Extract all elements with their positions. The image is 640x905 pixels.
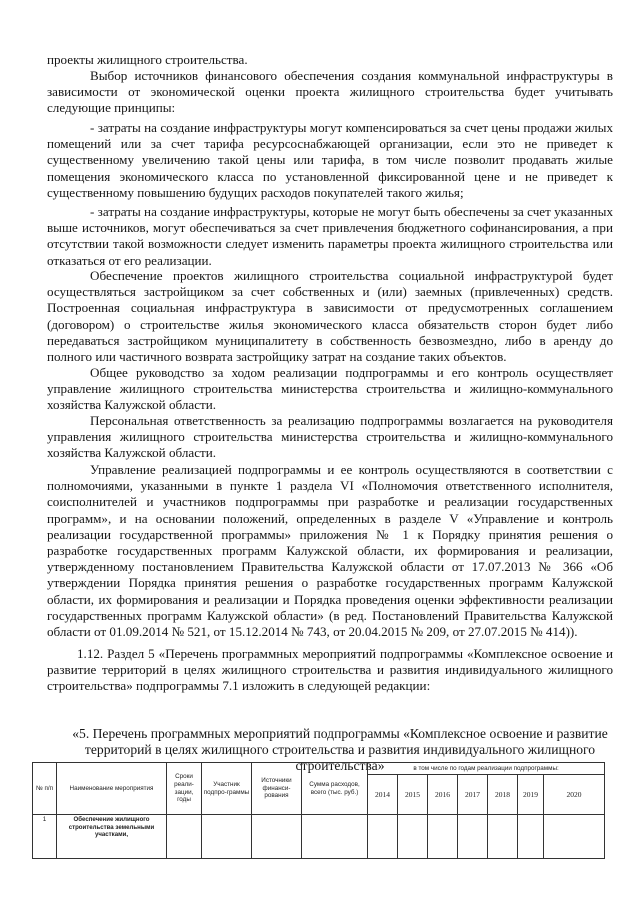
paragraph-funding-sources: Выбор источников финансового обеспечения создания коммунальной инфраструктуры в зависимости от экономической оценки проекта жилищного строительства будет учитывать следующие принципы: <box>47 68 613 116</box>
cell-empty <box>368 815 398 859</box>
header-year: 2020 <box>544 775 605 815</box>
section-heading: «5. Перечень программных мероприятий подпрограммы «Комплексное освоение и развитие территорий в целях жилищного строительства и развития индивидуального жилищного строительства» <box>72 725 608 773</box>
header-year: 2017 <box>458 775 488 815</box>
cell-empty <box>167 815 202 859</box>
cell-empty <box>302 815 368 859</box>
paragraph-principle-2: - затраты на создание инфраструктуры, которые не могут быть обеспечены за счет указанных выше источников, могут обеспечиваться за счет привлечения бюджетного софинансирования, а при отсутствии такой возможности следует изменить параметры проекта жилищного строительства или отказаться от его реализации. <box>47 204 613 268</box>
header-year: 2019 <box>518 775 544 815</box>
header-name: Наименование мероприятия <box>57 763 167 815</box>
header-year: 2016 <box>428 775 458 815</box>
paragraph-general-management: Общее руководство за ходом реализации подпрограммы и его контроль осуществляет управление жилищного строительства министерства строительства и жилищно-коммунального хозяйства Калужской области. <box>47 365 613 413</box>
header-sources: Источники финанси-рования <box>252 763 302 815</box>
cell-empty <box>544 815 605 859</box>
header-participant: Участник подпро-граммы <box>202 763 252 815</box>
row-name: Обеспечение жилищного строительства земельными участками, <box>57 815 167 859</box>
cell-empty <box>428 815 458 859</box>
paragraph-continuation: проекты жилищного строительства. <box>47 52 248 67</box>
cell-empty <box>252 815 302 859</box>
paragraph-management-control: Управление реализацией подпрограммы и ее контроль осуществляются в соответствии с полномочиями, указанными в пункте 1 раздела VI «Полномочия ответственного исполнителя, соисполнителей и участников подпрограммы при разработке и реализации государственных программ», и на основании положений, определенных в разделе V «Управление и контроль реализации государственной программы» приложения № 1 к Порядку принятия решения о разработке государственных программ Калужской области, их формирования и реализации, утвержденному постановлением Правительства Калужской области от 17.07.2013 № 366 «Об утверждении Порядка принятия решения о разработке государственных программ Калужской области, их формирования и реализации и Порядка проведения оценки эффективности реализации государственных программ Калужской области» (в ред. Постановлений Правительства Калужской области от 01.09.2014 № 521, от 15.12.2014 № 743, от 20.04.2015 № 209, от 27.07.2015 № 414)). <box>47 462 613 640</box>
header-year: 2018 <box>488 775 518 815</box>
paragraph-personal-responsibility: Персональная ответственность за реализацию подпрограммы возлагается на руководителя управления жилищного строительства министерства строительства и жилищно-коммунального хозяйства Калужской области. <box>47 413 613 461</box>
cell-empty <box>458 815 488 859</box>
row-num: 1 <box>33 815 57 859</box>
cell-empty <box>488 815 518 859</box>
paragraph-social-infrastructure: Обеспечение проектов жилищного строительства социальной инфраструктурой будет осуществляться застройщиком за счет собственных и (или) заемных (привлеченных) средств. Построенная социальная инфраструктура в зависимости от предусмотренных соглашением (договором) о строительстве жилья экономического класса обязательств сторон будет либо передаваться застройщиком муниципалитету в собственность безвозмездно, либо в аренду до полного или частичного возврата застройщику затрат на создание таких объектов. <box>47 268 613 365</box>
cell-empty <box>398 815 428 859</box>
header-period: Сроки реали-зации, годы <box>167 763 202 815</box>
cell-empty <box>518 815 544 859</box>
header-num: № п/п <box>33 763 57 815</box>
header-year: 2014 <box>368 775 398 815</box>
header-total: Сумма расходов, всего (тыс. руб.) <box>302 763 368 815</box>
paragraph-amendment: 1.12. Раздел 5 «Перечень программных мероприятий подпрограммы «Комплексное освоение и развитие территорий в целях жилищного строительства и развития индивидуального жилищного строительства» подпрограммы 7.1 изложить в следующей редакции: <box>47 646 613 694</box>
cell-empty <box>202 815 252 859</box>
table-row <box>33 815 605 859</box>
program-measures-table <box>32 762 605 859</box>
header-by-year: в том числе по годам реализации подпрограммы: <box>368 763 605 775</box>
header-year: 2015 <box>398 775 428 815</box>
paragraph-principle-1: - затраты на создание инфраструктуры могут компенсироваться за счет цены продажи жилых помещений или за счет тарифа ресурсоснабжающей организации, если это не приведет к существенному увеличению такой цены или тарифа, в том числе позволит продавать жилые помещения экономического класса по установленной фиксированной цене и не приведет к существенному повышению будущих расходов покупателей такого жилья; <box>47 120 613 200</box>
